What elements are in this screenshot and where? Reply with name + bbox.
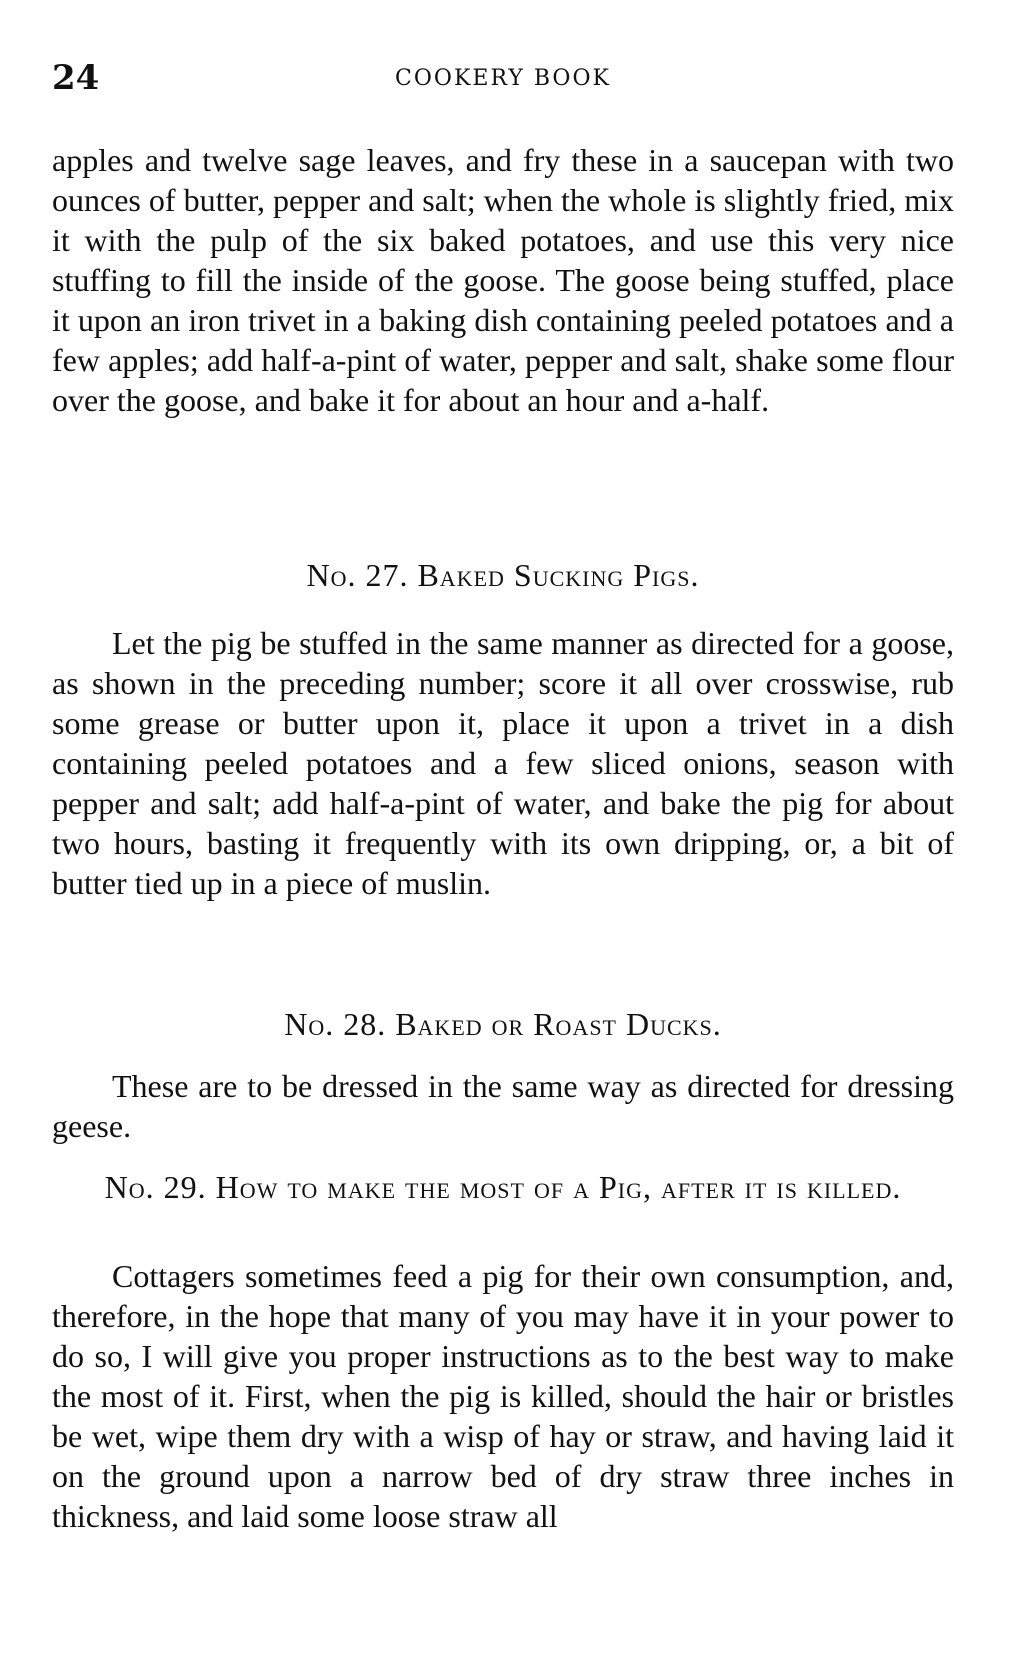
- recipe-heading-text: No. 29. How to make the most of a Pig, after it is killed.: [104, 1169, 902, 1205]
- paragraph-goose-stuffing: [52, 140, 954, 420]
- recipe-heading-text: No. 28. Baked or Roast Ducks.: [284, 1006, 722, 1042]
- paragraph-ducks: [52, 1066, 954, 1146]
- recipe-heading-27: [52, 555, 954, 595]
- recipe-heading-28: [52, 1004, 954, 1044]
- paragraph-text: Cottagers sometimes feed a pig for their own consumption, and, therefore, in the hope that many of you may have it in your power to do so, I will give you proper instructions as to the best way to make the most of it. First, when the pig is killed, should the hair or bristles be wet, wipe them dry with a wisp of hay or straw, and having laid it on the ground upon a narrow bed of dry straw three inches in thickness, and laid some loose straw all: [52, 1258, 954, 1534]
- paragraph-text: These are to be dressed in the same way as directed for dressing geese.: [52, 1068, 954, 1144]
- paragraph-text: apples and twelve sage leaves, and fry these in a saucepan with two ounces of butter, pepper and salt; when the whole is slightly fried, mix it with the pulp of the six baked potatoes, and use this very nice stuffing to fill the inside of the goose. The goose being stuffed, place it upon an iron trivet in a baking dish containing peeled potatoes and a few apples; add half-a-pint of water, pepper and salt, shake some flour over the goose, and bake it for about an hour and a-half.: [52, 142, 954, 418]
- recipe-heading-29: [52, 1168, 954, 1206]
- running-head: [52, 58, 954, 108]
- page-number: 24: [52, 58, 100, 98]
- paragraph-text: Let the pig be stuffed in the same manner as directed for a goose, as shown in the preceding number; score it all over crosswise, rub some grease or butter upon it, place it upon a trivet in a dish containing peeled potatoes and a few sliced onions, season with pepper and salt; add half-a-pint of water, and bake the pig for about two hours, basting it frequently with its own dripping, or, a bit of butter tied up in a piece of muslin.: [52, 625, 954, 901]
- running-title: COOKERY BOOK: [395, 66, 611, 91]
- recipe-heading-text: No. 27. Baked Sucking Pigs.: [306, 557, 700, 593]
- paragraph-sucking-pigs: [52, 623, 954, 903]
- paragraph-pig-instructions: [52, 1256, 954, 1536]
